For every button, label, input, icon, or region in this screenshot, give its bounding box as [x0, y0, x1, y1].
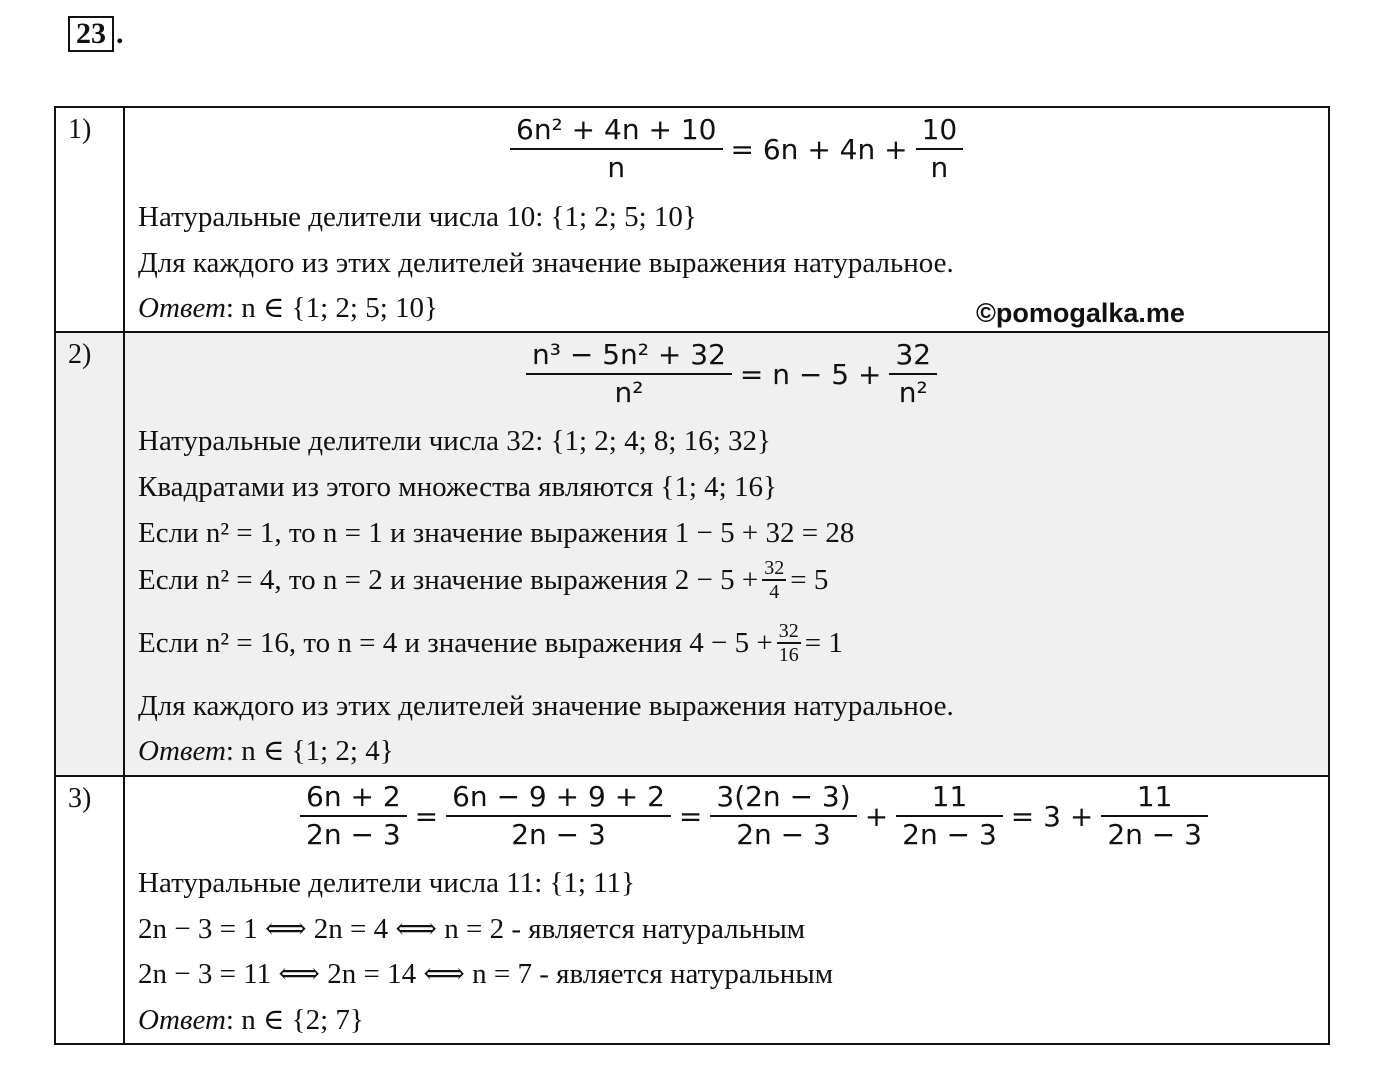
answer-value: : n ∈ {1; 2; 4}: [225, 735, 394, 767]
answer-line: [138, 734, 394, 768]
answer-label: Ответ: [138, 735, 226, 767]
row-label: 2): [56, 333, 125, 775]
row-label: 3): [56, 777, 125, 1043]
row-label: 1): [56, 108, 125, 331]
answer-label: Ответ: [138, 292, 226, 324]
task-number-box: 23: [68, 16, 114, 52]
text-line: Натуральные делители числа 32: {1; 2; 4; 8; 16; 32}: [138, 425, 771, 457]
text-line: 2n − 3 = 11 ⟺ 2n = 14 ⟺ n = 7 - является натуральным: [138, 958, 834, 990]
table-row: [56, 333, 1328, 777]
table-row: [56, 108, 1328, 333]
task-number: 23 .: [68, 16, 124, 52]
text-line: 2n − 3 = 1 ⟺ 2n = 4 ⟺ n = 2 - является натуральным: [138, 913, 806, 945]
equation: $\frac{\text{n³ − 5n² + 32}}{\text{n²}}$ = n − 5 + $\frac{32}{\text{n²}}$: [522, 337, 941, 411]
answer-label: Ответ: [138, 1004, 226, 1036]
equation: $\frac{6n + 2}{2n - 3}$ = $\frac{6n - 9 + 9 + 2}{2n - 3}$ = $\frac{3(2n - 3)}{2n - 3}$ + $\frac{11}{2n - 3}$ = 3 + $\frac{11}{2n - 3}$: [296, 779, 1212, 853]
answer-value: : n ∈ {1; 2; 5; 10}: [225, 292, 438, 324]
answer-line: [138, 291, 438, 325]
text-line: Если n² = 4, то n = 2 и значение выражения 2 − 5 + $\frac{32}{4}$ = 5: [138, 557, 829, 603]
text-line: Если n² = 1, то n = 1 и значение выражения 1 − 5 + 32 = 28: [138, 517, 855, 549]
table-row: [56, 777, 1328, 1043]
solution-table: [54, 106, 1330, 1045]
text-line: Натуральные делители числа 11: {1; 11}: [138, 867, 636, 899]
text-line: Для каждого из этих делителей значение выражения натуральное.: [138, 247, 954, 279]
watermark: ©pomogalka.me: [976, 298, 1185, 328]
answer-line: [138, 1003, 364, 1037]
text-line: Квадратами из этого множества являются {1; 4; 16}: [138, 471, 777, 503]
text-line: Для каждого из этих делителей значение выражения натуральное.: [138, 690, 954, 722]
text-line: Если n² = 16, то n = 4 и значение выражения 4 − 5 + $\frac{32}{16}$ = 1: [138, 620, 843, 666]
answer-value: : n ∈ {2; 7}: [225, 1004, 364, 1036]
text-line: Натуральные делители числа 10: {1; 2; 5; 10}: [138, 201, 697, 233]
equation: $\frac{\text{6n² + 4n + 10}}{n}$ = 6n + 4n + $\frac{10}{n}$: [506, 112, 967, 186]
